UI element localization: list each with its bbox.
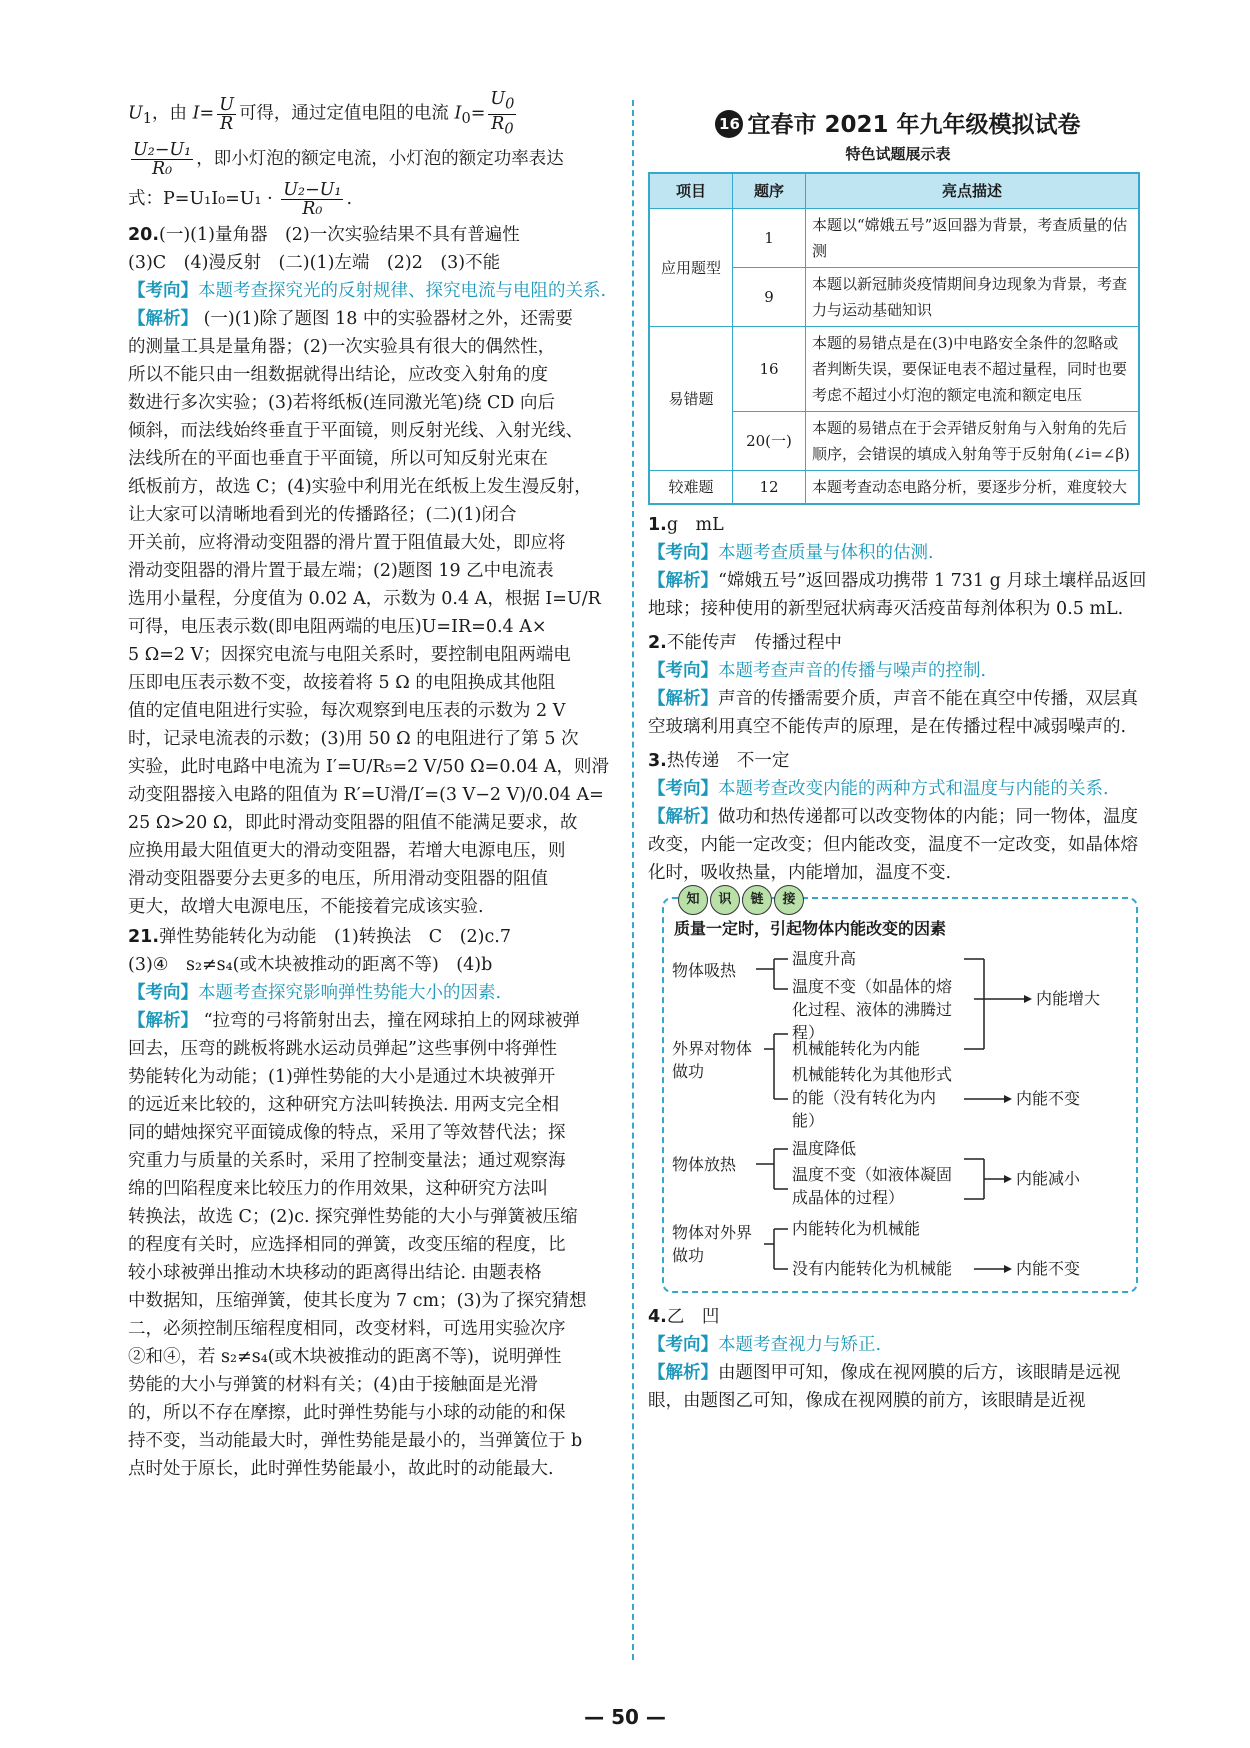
table-category: 较难题 (649, 471, 733, 505)
jiexi-line: 较小球被弹出推动木块移动的距离得出结论. 由题表格 (128, 1263, 542, 1283)
table-title: 特色试题展示表 (845, 145, 951, 163)
question-number: 20. (128, 225, 160, 245)
table-header-row (649, 173, 1139, 209)
answer-line: (3)④ s₂≠s₄(或木块被推动的距离不等) (4)b (128, 955, 493, 975)
jiexi-line: 同的蜡烛探究平面镜成像的特点，采用了等效替代法；探 (128, 1123, 566, 1143)
jiexi-line: 实验，此时电路中电流为 I′=U/R₅=2 V/50 Ω=0.04 A，则滑 (128, 757, 610, 777)
question-20 (128, 221, 618, 921)
jiexi-line: 5 Ω=2 V；因探究电流与电阻关系时，要控制电阻两端电 (128, 645, 571, 665)
jiexi-line: 压即电压表示数不变，故接着将 5 Ω 的电阻换成其他阻 (128, 673, 556, 693)
answer-2: 2.不能传声 传播过程中 【考向】本题考查声音的传播与噪声的控制. 【解析】声音的传播需要介质，声音不能在真空中传播，双层真空玻璃利用真空不能传声的原理，是在传播过程中减弱噪声的. (648, 629, 1148, 741)
jiexi-line: 绵的凹陷程度来比较压力的作用效果，这种研究方法叫 (128, 1179, 548, 1199)
table-category: 应用题型 (649, 209, 733, 327)
section-badge: 16 (715, 110, 743, 138)
jiexi-line: 滑动变阻器的滑片置于最左端；(2)题图 19 乙中电流表 (128, 561, 554, 581)
kaoxiang: 【考向】本题考查探究光的反射规律、探究电流与电阻的关系. (128, 281, 607, 301)
kaoxiang: 【考向】本题考查质量与体积的估测. (648, 543, 934, 563)
table-cell-no: 9 (733, 268, 806, 327)
formula-line-1: $U_1$，由 I= $\frac{U}{R}$ 可得，通过定值电阻的电流 $I_0=$ $\frac{U_0}{R_0}$ (128, 89, 515, 137)
jiexi: 【解析】“嫦娥五号”返回器成功携带 1 731 g 月球土壤样品返回地球；接种使用的新型冠状病毒灭活疫苗每剂体积为 0.5 mL. (648, 571, 1147, 619)
label-no-int-to-mech: 没有内能转化为机械能 (792, 1259, 953, 1278)
label-release: 物体放热 (672, 1155, 737, 1174)
jiexi-line: 应换用最大阻值更大的滑动变阻器，若增大电源电压，则 (128, 841, 566, 861)
jiexi-line: 倾斜，而法线始终垂直于平面镜，则反射光线、入射光线、 (128, 421, 583, 441)
label-decrease: 内能减小 (1016, 1169, 1081, 1188)
label-mech-to-other: 机械能转化为其他形式的能（没有转化为内能） (792, 1065, 953, 1130)
jiexi-line: 选用小量程，分度值为 0.02 A，示数为 0.4 A，根据 I=U/R (128, 589, 601, 609)
answer-4: 4.乙 凹 【考向】本题考查视力与矫正. 【解析】由题图甲可知，像成在视网膜的后方，该眼睛是远视眼，由题图乙可知，像成在视网膜的前方，该眼睛是近视 (648, 1303, 1148, 1415)
jiexi-line: ②和④，若 s₂≠s₄(或木块被推动的距离不等)，说明弹性 (128, 1347, 562, 1367)
left-column (128, 90, 618, 1483)
table-row (649, 471, 1139, 505)
jiexi: 【解析】由题图甲可知，像成在视网膜的后方，该眼睛是远视眼，由题图乙可知，像成在视网膜的前方，该眼睛是近视 (648, 1363, 1121, 1411)
answer-1: 1.g mL 【考向】本题考查质量与体积的估测. 【解析】“嫦娥五号”返回器成功携带 1 731 g 月球土壤样品返回地球；接种使用的新型冠状病毒灭活疫苗每剂体积为 0.5 mL. (648, 511, 1148, 623)
answer-line: (3)C (4)漫反射 (二)(1)左端 (2)2 (3)不能 (128, 253, 501, 273)
formula-line-3: 式：P=U₁I₀=U₁ · $\frac{\text{U₂−U₁}}{\text{R₀}}$ . (128, 180, 353, 219)
table-row (649, 209, 1139, 268)
label-temp-same-1: 温度不变（如晶体的熔化过程、液体的沸腾过程） (792, 977, 953, 1042)
jiexi-line: “拉弯的弓将箭射出去，撞在网球拍上的网球被弹 (203, 1011, 581, 1031)
fraction-u2-u1-over-r0: $\frac{\text{U₂−U₁}}{\text{R₀}}$ (133, 140, 192, 179)
label-temp-same-2: 温度不变（如液体凝固成晶体的过程） (792, 1165, 953, 1207)
question-number: 21. (128, 927, 160, 947)
jiexi-line: 势能的大小与弹簧的材料有关；(4)由于接触面是光滑 (128, 1375, 538, 1395)
table-row (649, 327, 1139, 412)
label-increase: 内能增大 (1036, 989, 1101, 1008)
fraction-u0-over-r0: $\frac{U_0}{R_0}$ (490, 89, 515, 137)
jiexi-line: 可得，电压表示数(即电阻两端的电压)U=IR=0.4 A× (128, 617, 547, 637)
label-unchanged-1: 内能不变 (1016, 1089, 1081, 1108)
table-cell-desc: 本题的易错点是在(3)中电路安全条件的忽略或者判断失误，要保证电表不超过量程，同时也要考虑不超过小灯泡的额定电流和额定电压 (806, 327, 1140, 412)
formula-block (128, 90, 618, 219)
table-cell-no: 12 (733, 471, 806, 505)
jiexi-line: 数进行多次实验；(3)若将纸板(连同激光笔)绕 CD 向后 (128, 393, 555, 413)
knowledge-link-badge: 知 识 链 接 (678, 885, 806, 915)
table-cell-no: 1 (733, 209, 806, 268)
label-temp-down: 温度降低 (792, 1139, 857, 1158)
table-header: 亮点描述 (806, 173, 1140, 209)
jiexi-line: 动变阻器接入电路的阻值为 R′=U滑/I′=(3 V−2 V)/0.04 A= (128, 785, 604, 805)
jiexi-line: 纸板前方，故选 C；(4)实验中利用光在纸板上发生漫反射， (128, 477, 592, 497)
column-divider (632, 100, 634, 1660)
jiexi-line: 点时处于原长，此时弹性势能最小，故此时的动能最大. (128, 1459, 554, 1479)
table-header: 项目 (649, 173, 733, 209)
kaoxiang: 【考向】本题考查探究影响弹性势能大小的因素. (128, 983, 502, 1003)
jiexi-line: 时，记录电流表的示数；(3)用 50 Ω 的电阻进行了第 5 次 (128, 729, 579, 749)
right-column (648, 100, 1148, 1415)
label-work-on: 外界对物体做功 (672, 1039, 753, 1081)
label-unchanged-2: 内能不变 (1016, 1259, 1081, 1278)
kaoxiang: 【考向】本题考查改变内能的两种方式和温度与内能的关系. (648, 779, 1109, 799)
fraction-power: $\frac{\text{U₂−U₁}}{\text{R₀}}$ (283, 180, 342, 219)
jiexi-line: 势能转化为动能；(1)弹性势能的大小是通过木块被弹开 (128, 1067, 556, 1087)
table-category: 易错题 (649, 327, 733, 471)
jiexi-line: 转换法，故选 C；(2)c. 探究弹性势能的大小与弹簧被压缩 (128, 1207, 578, 1227)
kaoxiang: 【考向】本题考查声音的传播与噪声的控制. (648, 661, 987, 681)
table-cell-desc: 本题以新冠肺炎疫情期间身边现象为背景，考查力与运动基础知识 (806, 268, 1140, 327)
label-mech-to-int: 机械能转化为内能 (792, 1039, 921, 1058)
label-absorb: 物体吸热 (672, 961, 737, 980)
jiexi-line: 法线所在的平面也垂直于平面镜，所以可知反射光束在 (128, 449, 548, 469)
jiexi: 【解析】 “拉弯的弓将箭射出去，撞在网球拍上的网球被弹 回去，压弯的跳板将跳水运动员弹起”这些事例中将弹性 势能转化为动能；(1)弹性势能的大小是通过木块被弹开 的远近来比较的，这种研究方法叫转换法. 用两支完全相 同的蜡烛探究平面镜成像的特点，采用了等效替代法；探 究重力与质量的关系时，采用了控制变量法；通过观察海 绵的凹陷程度来比较压力的作用效果，这种研究方法叫 转换法，故选 C；(2)c. 探究弹性势能的大小与弹簧被压缩 的程度有关时，应选择相同的弹簧，改变压缩的程度，比 较小球被弹出推动木块移动的距离得出结论. 由题表格 中数据知，压缩弹簧，使其长度为 7 cm；(3)为了探究猜想 二，必须控制压缩程度相同，改变材料，可选用实验次序 ②和④，若 s₂≠s₄(或木块被推动的距离不等)，说明弹性 势能的大小与弹簧的材料有关；(4)由于接触面是光滑 的，所以不存在摩擦，此时弹性势能与小球的动能的和保 持不变，当动能最大时，弹性势能是最小的，当弹簧位于 b 点时处于原长，此时弹性势能最小，故此时的动能最大. (128, 1011, 587, 1479)
jiexi: 【解析】做功和热传递都可以改变物体的内能；同一物体，温度改变，内能一定改变；但内能改变，温度不一定改变，如晶体熔化时，吸收热量，内能增加，温度不变. (648, 807, 1138, 883)
knowledge-title: 质量一定时，引起物体内能改变的因素 (674, 919, 947, 938)
label-int-to-mech: 内能转化为机械能 (792, 1219, 921, 1238)
formula-line-2: $\frac{\text{U₂−U₁}}{\text{R₀}}$ ，即小灯泡的额定电流，小灯泡的额定功率表达 (133, 140, 564, 179)
label-temp-up: 温度升高 (792, 949, 857, 968)
answer-3: 3.热传递 不一定 【考向】本题考查改变内能的两种方式和温度与内能的关系. 【解析】做功和热传递都可以改变物体的内能；同一物体，温度改变，内能一定改变；但内能改变，温度不一定改变，如晶体熔化时，吸收热量，内能增加，温度不变. (648, 747, 1148, 887)
page-number: — 50 — (584, 1705, 666, 1729)
table-cell-no: 20(一) (733, 412, 806, 471)
jiexi-line: 的，所以不存在摩擦，此时弹性势能与小球的动能的和保 (128, 1403, 566, 1423)
jiexi-line: 值的定值电阻进行实验，每次观察到电压表的示数为 2 V (128, 701, 566, 721)
jiexi-line: 让大家可以清晰地看到光的传播路径；(二)(1)闭合 (128, 505, 517, 525)
table-header: 题序 (733, 173, 806, 209)
table-cell-desc: 本题的易错点在于会弄错反射角与入射角的先后顺序，会错误的填成入射角等于反射角(∠i=∠β) (806, 412, 1140, 471)
jiexi-line: (一)(1)除了题图 18 中的实验器材之外，还需要 (203, 309, 573, 329)
fraction-u-over-r: $\frac{U}{R}$ (219, 94, 234, 134)
jiexi-line: 持不变，当动能最大时，弹性势能是最小的，当弹簧位于 b (128, 1431, 583, 1451)
jiexi-line: 25 Ω>20 Ω，即此时滑动变阻器的阻值不能满足要求，故 (128, 813, 578, 833)
jiexi-line: 滑动变阻器要分去更多的电压，所用滑动变阻器的阻值 (128, 869, 548, 889)
table-cell-desc: 本题以“嫦娥五号”返回器为背景，考查质量的估测 (806, 209, 1140, 268)
jiexi-line: 二，必须控制压缩程度相同，改变材料，可选用实验次序 (128, 1319, 566, 1339)
jiexi-line: 的程度有关时，应选择相同的弹簧，改变压缩的程度，比 (128, 1235, 566, 1255)
feature-table (648, 172, 1140, 505)
jiexi-line: 更大，故增大电源电压，不能接着完成该实验. (128, 897, 484, 917)
jiexi-line: 回去，压弯的跳板将跳水运动员弹起”这些事例中将弹性 (128, 1039, 557, 1059)
knowledge-link-box (662, 892, 1138, 1293)
jiexi-line: 开关前，应将滑动变阻器的滑片置于阻值最大处，即应将 (128, 533, 566, 553)
jiexi-line: 中数据知，压缩弹簧，使其长度为 7 cm；(3)为了探究猜想 (128, 1291, 587, 1311)
kaoxiang: 【考向】本题考查视力与矫正. (648, 1335, 882, 1355)
answer-line: 弹性势能转化为动能 (1)转换法 C (2)c.7 (159, 927, 511, 947)
answer-line: (一)(1)量角器 (2)一次实验结果不具有普遍性 (159, 225, 520, 245)
jiexi: 【解析】 (一)(1)除了题图 18 中的实验器材之外，还需要 的测量工具是量角器；(2)一次实验具有很大的偶然性， 所以不能只由一组数据就得出结论，应改变入射角的度 数进行多次实验；(3)若将纸板(连同激光笔)绕 CD 向后 倾斜，而法线始终垂直于平面镜，则反射光线、入射光线、 法线所在的平面也垂直于平面镜，所以可知反射光束在 纸板前方，故选 C；(4)实验中利用光在纸板上发生漫反射， 让大家可以清晰地看到光的传播路径；(二)(1)闭合 开关前，应将滑动变阻器的滑片置于阻值最大处，即应将 滑动变阻器的滑片置于最左端；(2)题图 19 乙中电流表 选用小量程，分度值为 0.02 A，示数为 0.4 A，根据 I=U/R 可得，电压表示数(即电阻两端的电压)U=IR=0.4 A× 5 Ω=2 V；因探究电流与电阻关系时，要控制电阻两端电 压即电压表示数不变，故接着将 5 Ω 的电阻换成其他阻 值的定值电阻进行实验，每次观察到电压表的示数为 2 V 时，记录电流表的示数；(3)用 50 Ω 的电阻进行了第 5 次 实验，此时电路中电流为 I′=U/R₅=2 V/50 Ω=0.04 A，则滑 动变阻器接入电路的阻值为 R′=U滑/I′=(3 V−2 V)/0.04 A= 25 Ω>20 Ω，即此时滑动变阻器的阻值不能满足要求，故 应换用最大阻值更大的滑动变阻器，若增大电源电压，则 滑动变阻器要分去更多的电压，所用滑动变阻器的阻值 更大，故增大电源电压，不能接着完成该实验. (128, 309, 610, 917)
table-cell-no: 16 (733, 327, 806, 412)
jiexi-line: 的测量工具是量角器；(2)一次实验具有很大的偶然性， (128, 337, 556, 357)
section-title: 16 宜春市 2021 年九年级模拟试卷 (648, 108, 1148, 142)
table-cell-desc: 本题考查动态电路分析，要逐步分析，难度较大 (806, 471, 1140, 505)
jiexi: 【解析】声音的传播需要介质，声音不能在真空中传播，双层真空玻璃利用真空不能传声的原理，是在传播过程中减弱噪声的. (648, 689, 1138, 737)
question-21 (128, 923, 618, 1483)
jiexi-line: 究重力与质量的关系时，采用了控制变量法；通过观察海 (128, 1151, 566, 1171)
label-do-work: 物体对外界做功 (672, 1223, 753, 1265)
jiexi-line: 的远近来比较的，这种研究方法叫转换法. 用两支完全相 (128, 1095, 560, 1115)
jiexi-line: 所以不能只由一组数据就得出结论，应改变入射角的度 (128, 365, 548, 385)
